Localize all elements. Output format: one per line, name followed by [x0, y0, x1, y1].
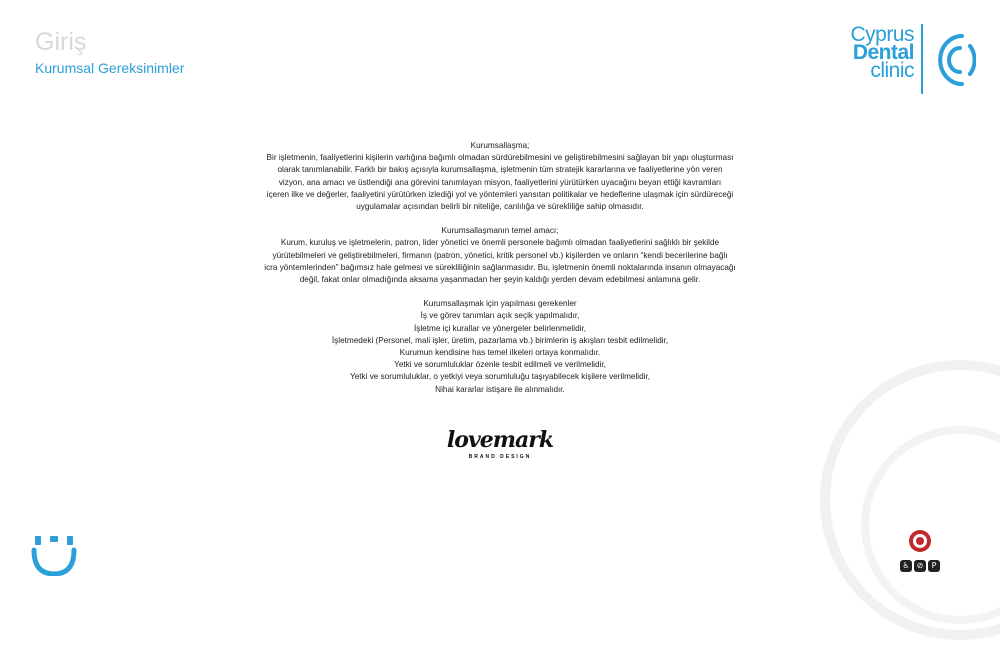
paragraph-line: yürütebilmeleri ve geliştirebilmeleri, firmanın (patron, yönetici, kritik personel vb.) kişilerden ve onların “kendi becerilerine bağlı: [272, 250, 728, 260]
no-smoking-icon: ⊘: [914, 560, 926, 572]
section-2-heading: Kurumsallaşmanın temel amacı;: [441, 226, 559, 236]
clinic-logo-text: [850, 23, 914, 82]
list-item: İşletmedeki (Personel, mali işler, üretim, pazarlama vb.) birimlerin iş akışları tesbit edilmelidir,: [331, 335, 669, 345]
smile-icon: [30, 534, 78, 576]
lovemark-logo: [440, 428, 560, 460]
accessibility-icons: [900, 560, 940, 572]
page-title: Giriş: [35, 28, 87, 56]
document-body: [200, 140, 800, 408]
background-arc-decoration: [810, 350, 1000, 650]
paragraph-line: Kurum, kuruluş ve işletmelerin, patron, lider yönetici ve önemli personele bağımlı olmadan faaliyetlerini sağlıklı bir şekilde: [280, 238, 720, 248]
paragraph-line: içeren ilke ve değerler, faaliyetini yürütürken izlediği yol ve yöntemleri yansıtan politikalar ve hedeflerine ulaşmak için sürdüreceği: [266, 189, 734, 199]
logo-line-1: Cyprus: [850, 23, 914, 46]
page-subtitle: Kurumsal Gereksinimler: [35, 60, 185, 76]
paragraph-line: olarak tanımlanabilir. Farklı bir bakış açısıyla kurumsallaşma, işletmenin tüm stratejik kararlarına ve faaliyetlerine yön veren: [277, 165, 723, 175]
section-2: [200, 225, 800, 286]
list-item: Nihai kararlar istişare ile alınmalıdır.: [435, 384, 565, 394]
record-icon[interactable]: [908, 529, 932, 553]
logo-line-2: Dental: [852, 41, 914, 64]
section-1: [200, 140, 800, 213]
clinic-logo-mark-icon: [932, 26, 976, 94]
parking-icon: P: [928, 560, 940, 572]
wheelchair-icon: ♿: [900, 560, 912, 572]
list-item: İşletme içi kurallar ve yönergeler belirlenmelidir,: [413, 323, 586, 333]
paragraph-line: Bir işletmenin, faaliyetlerini kişilerin varlığına bağımlı olmadan sürdürebilmesini ve geliştirebilmesini sağlayan bir yapı oluşturması: [266, 153, 734, 163]
lovemark-wordmark: lovemark: [446, 427, 554, 453]
list-item: Yetki ve sorumluluklar, o yetkiyi veya sorumluluğu taşıyabilecek kişilere verilmelidir,: [349, 372, 651, 382]
logo-line-3: clinic: [870, 59, 914, 82]
paragraph-line: değil, fakat onlar olmadığında aksama yaşanmadan her şeyin kaldığı yerden devam edebilmesi anlamına gelir.: [299, 275, 701, 285]
logo-divider: [921, 24, 923, 94]
paragraph-line: icra yöntemlerinden” bağımsız hale gelmesi ve sürekliliğinin sağlanmasıdır. Bu, işletmenin önemli noktalarında insanın olmayacağı: [264, 262, 736, 272]
section-1-heading: Kurumsallaşma;: [470, 141, 530, 150]
clinic-logo: [836, 24, 976, 96]
section-3-heading: Kurumsallaşmak için yapılması gerekenler: [423, 299, 577, 309]
list-item: Kurumun kendisine has temel ilkeleri ortaya konmalıdır.: [399, 348, 601, 358]
section-3: [200, 298, 800, 396]
lovemark-tagline: BRAND DESIGN: [468, 454, 532, 460]
list-item: Yetki ve sorumluluklar özenle tesbit edilmeli ve verilmelidir,: [394, 360, 606, 370]
list-item: İş ve görev tanımları açık seçik yapılmalıdır,: [420, 311, 580, 321]
paragraph-line: uygulamalar açısından belirli bir niteliğe, canlılığa ve sürekliliğe sahip olmasıdır.: [356, 202, 644, 212]
paragraph-line: vizyon, ana amacı ve üstlendiği ana görevini tanımlayan misyon, faaliyetlerini yürütürken uyacağını beyan ettiği kavramları: [278, 177, 722, 187]
